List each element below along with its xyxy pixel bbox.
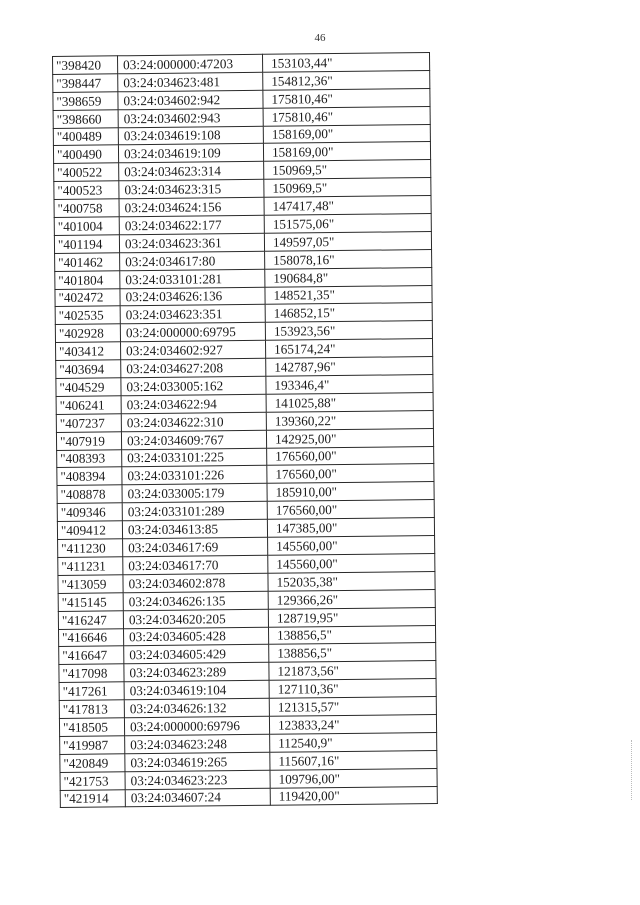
cadastral-number-cell: 03:24:034622:310 (121, 412, 266, 431)
cadastral-number-cell: 03:24:034623:315 (119, 180, 264, 199)
cadastral-number-cell: 03:24:034605:428 (123, 627, 268, 646)
cadastral-number-cell: 03:24:034622:177 (119, 215, 264, 234)
value-cell: 153923,56" (265, 321, 432, 341)
row-number-cell: "400490 (53, 145, 118, 164)
cadastral-number-cell: 03:24:034623:223 (125, 770, 270, 789)
row-number-cell: "403694 (56, 360, 121, 379)
cadastral-number-cell: 03:24:034623:314 (119, 162, 264, 181)
cadastral-number-cell: 03:24:034626:135 (123, 591, 268, 610)
value-cell: 146852,15" (265, 303, 432, 323)
value-cell: 127110,36" (269, 679, 436, 699)
value-cell: 139360,22" (266, 410, 433, 430)
cadastral-number-cell: 03:24:034602:943 (118, 108, 263, 127)
value-cell: 148521,35" (265, 285, 432, 305)
row-number-cell: "398659 (53, 92, 118, 111)
cadastral-number-cell: 03:24:034623:481 (118, 72, 263, 91)
table-body (53, 53, 438, 808)
value-cell: 119420,00" (270, 786, 437, 806)
row-number-cell: "402535 (55, 306, 120, 325)
value-cell: 165174,24" (265, 339, 432, 359)
value-cell: 193346,4" (266, 375, 433, 395)
page-number: 46 (314, 32, 326, 44)
value-cell: 185910,00" (267, 482, 434, 502)
cadastral-number-cell: 03:24:034623:248 (125, 734, 270, 753)
cadastral-number-cell: 03:24:000000:47203 (118, 54, 263, 73)
value-cell: 123833,24" (269, 714, 436, 734)
row-number-cell: "417813 (59, 700, 124, 719)
cadastral-number-cell: 03:24:034620:205 (123, 609, 268, 628)
row-number-cell: "401804 (55, 270, 120, 289)
cadastral-table (52, 52, 438, 808)
row-number-cell: "419987 (60, 736, 125, 755)
row-number-cell: "406241 (56, 396, 121, 415)
row-number-cell: "416247 (58, 610, 123, 629)
row-number-cell: "413059 (58, 575, 123, 594)
row-number-cell: "420849 (60, 754, 125, 773)
value-cell: 150969,5" (264, 178, 431, 198)
cadastral-number-cell: 03:24:034619:104 (124, 680, 269, 699)
row-number-cell: "416646 (59, 628, 124, 647)
row-number-cell: "416647 (59, 646, 124, 665)
row-number-cell: "409412 (57, 521, 122, 540)
value-cell: 190684,8" (265, 267, 432, 287)
row-number-cell: "418505 (59, 718, 124, 737)
value-cell: 112540,9" (270, 732, 437, 752)
value-cell: 176560,00" (267, 464, 434, 484)
value-cell: 176560,00" (267, 446, 434, 466)
value-cell: 153103,44" (262, 53, 429, 73)
table-row (60, 786, 437, 808)
row-number-cell: "403412 (56, 342, 121, 361)
cadastral-number-cell: 03:24:034626:132 (124, 698, 269, 717)
row-number-cell: "417098 (59, 664, 124, 683)
row-number-cell: "421914 (60, 789, 125, 808)
cadastral-number-cell: 03:24:033101:289 (122, 502, 267, 521)
cadastral-number-cell: 03:24:034617:69 (123, 537, 268, 556)
row-number-cell: "401004 (54, 217, 119, 236)
row-number-cell: "407919 (56, 431, 121, 450)
row-number-cell: "408878 (57, 485, 122, 504)
row-number-cell: "400523 (54, 181, 119, 200)
row-number-cell: "411230 (58, 539, 123, 558)
value-cell: 154812,36" (263, 70, 430, 90)
value-cell: 128719,95" (268, 607, 435, 627)
value-cell: 115607,16" (270, 750, 437, 770)
value-cell: 121873,56" (269, 661, 436, 681)
value-cell: 147385,00" (267, 518, 434, 538)
value-cell: 145560,00" (268, 553, 435, 573)
value-cell: 138856,5" (269, 643, 436, 663)
value-cell: 121315,57" (269, 697, 436, 717)
value-cell: 175810,46" (263, 88, 430, 108)
cadastral-number-cell: 03:24:034602:878 (123, 573, 268, 592)
cadastral-number-cell: 03:24:033101:281 (120, 269, 265, 288)
cadastral-number-cell: 03:24:034627:208 (121, 358, 266, 377)
value-cell: 175810,46" (263, 106, 430, 126)
value-cell: 147417,48" (264, 196, 431, 216)
value-cell: 145560,00" (268, 536, 435, 556)
value-cell: 142787,96" (266, 357, 433, 377)
value-cell: 158169,00" (263, 124, 430, 144)
value-cell: 176560,00" (267, 500, 434, 520)
cadastral-number-cell: 03:24:034605:429 (124, 645, 269, 664)
row-number-cell: "402472 (55, 288, 120, 307)
cadastral-number-cell: 03:24:034619:265 (125, 752, 270, 771)
cadastral-number-cell: 03:24:034609:767 (121, 430, 266, 449)
cadastral-number-cell: 03:24:034617:80 (120, 251, 265, 270)
cadastral-number-cell: 03:24:033101:226 (122, 466, 267, 485)
row-number-cell: "402928 (55, 324, 120, 343)
value-cell: 149597,05" (264, 231, 431, 251)
cadastral-number-cell: 03:24:033005:162 (121, 376, 266, 395)
cadastral-number-cell: 03:24:034602:927 (120, 341, 265, 360)
cadastral-number-cell: 03:24:034619:108 (118, 126, 263, 145)
row-number-cell: "398420 (53, 56, 118, 75)
row-number-cell: "400758 (54, 199, 119, 218)
cadastral-number-cell: 03:24:000000:69795 (120, 323, 265, 342)
value-cell: 158078,16" (265, 249, 432, 269)
row-number-cell: "400489 (53, 127, 118, 146)
value-cell: 151575,06" (264, 214, 431, 234)
value-cell: 138856,5" (268, 625, 435, 645)
row-number-cell: "408393 (57, 449, 122, 468)
cadastral-number-cell: 03:24:034624:156 (119, 197, 264, 216)
row-number-cell: "411231 (58, 557, 123, 576)
row-number-cell: "415145 (58, 593, 123, 612)
value-cell: 150969,5" (264, 160, 431, 180)
row-number-cell: "408394 (57, 467, 122, 486)
cadastral-number-cell: 03:24:034613:85 (122, 519, 267, 538)
row-number-cell: "421753 (60, 771, 125, 790)
value-cell: 142925,00" (266, 428, 433, 448)
row-number-cell: "401194 (54, 235, 119, 254)
cadastral-number-cell: 03:24:034602:942 (118, 90, 263, 109)
row-number-cell: "401462 (55, 253, 120, 272)
row-number-cell: "400522 (54, 163, 119, 182)
cadastral-number-cell: 03:24:034622:94 (121, 394, 266, 413)
row-number-cell: "398447 (53, 74, 118, 93)
row-number-cell: "398660 (53, 109, 118, 128)
cadastral-number-cell: 03:24:034626:136 (120, 287, 265, 306)
cadastral-number-cell: 03:24:034623:351 (120, 305, 265, 324)
value-cell: 129366,26" (268, 589, 435, 609)
row-number-cell: "417261 (59, 682, 124, 701)
value-cell: 152035,38" (268, 571, 435, 591)
cadastral-number-cell: 03:24:034623:361 (119, 233, 264, 252)
cadastral-number-cell: 03:24:034607:24 (125, 788, 270, 807)
cadastral-number-cell: 03:24:034619:109 (118, 144, 263, 163)
row-number-cell: "407237 (56, 414, 121, 433)
cadastral-number-cell: 03:24:034623:289 (124, 663, 269, 682)
row-number-cell: "404529 (56, 378, 121, 397)
value-cell: 141025,88" (266, 392, 433, 412)
cadastral-number-cell: 03:24:000000:69796 (124, 716, 269, 735)
margin-mark (631, 740, 633, 800)
cadastral-number-cell: 03:24:033101:225 (122, 448, 267, 467)
value-cell: 158169,00" (263, 142, 430, 162)
row-number-cell: "409346 (57, 503, 122, 522)
value-cell: 109796,00" (270, 768, 437, 788)
cadastral-number-cell: 03:24:033005:179 (122, 484, 267, 503)
cadastral-number-cell: 03:24:034617:70 (123, 555, 268, 574)
